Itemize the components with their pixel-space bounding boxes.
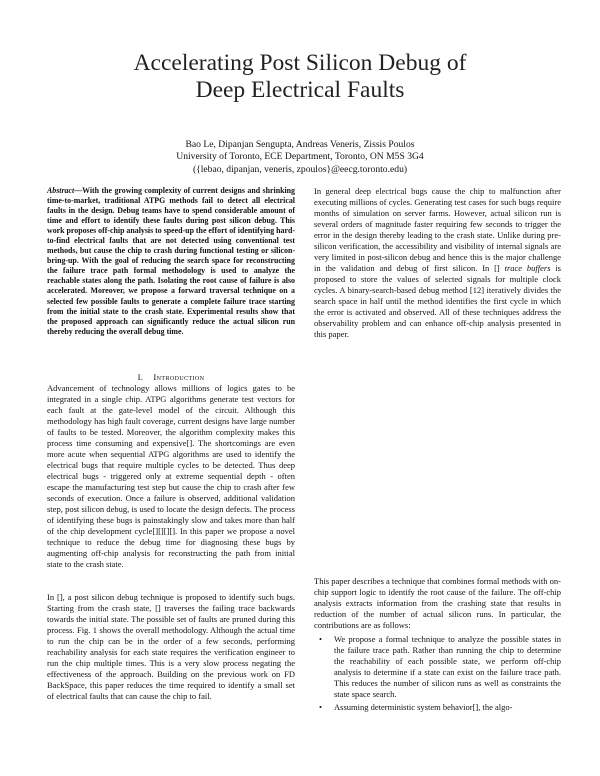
list-item bbox=[314, 702, 561, 713]
bullet-icon: • bbox=[319, 634, 322, 644]
intro-paragraph-2: In [], a post silicon debug technique is proposed to identify such bugs. Starting from the crash state, [] traverses the failing trace backwards towards the initial state. The possible set of faults are pruned during this process. Fig. 1 shows the overall methodology. Although the actual time to run the chip can be in the order of a few seconds, performing reachability analysis for each state requires the verification engineer to run the chip multiple times. This is a very slow process negating the effectiveness of the approach. Building on the previous work on FD BackSpace, this paper reduces the time required to identify a small set of electrical faults that can cause the chip to fail. bbox=[47, 592, 295, 701]
right-paragraph-2: This paper describes a technique that combines formal methods with on-chip support logic to identify the root cause of the failure. The off-chip analysis extracts information from the crashing state that results in reduction of the number of actual silicon runs. In particular, the contributions are as follows: bbox=[314, 576, 561, 630]
abstract bbox=[47, 186, 295, 337]
list-item bbox=[314, 634, 561, 700]
author-emails: ({lebao, dipanjan, veneris, zpoulos}@eecg.toronto.edu) bbox=[192, 163, 408, 175]
paper-title bbox=[60, 50, 540, 104]
title-line-1: Accelerating Post Silicon Debug of bbox=[133, 50, 467, 76]
abstract-label: Abstract bbox=[47, 186, 75, 195]
right-paragraph-1-end: is proposed to store the values of selected signals for multiple clock cycles. A binary-search-based debug method [12] iteratively divides the search space in half until the method identifies the first cycle in which the error is activated and observed. All of these techniques address the observability problem and can enhance off-chip analysis presented in this paper. bbox=[314, 263, 561, 339]
section-heading-introduction bbox=[47, 372, 295, 382]
right-paragraph-1 bbox=[314, 186, 561, 340]
abstract-text: —With the growing complexity of current designs and shrinking time-to-market, traditional ATPG methods fail to detect all electrical faults in the design. Debug teams have to spend considerable amount of time and effort to identify these faults during post silicon debug. This work proposes off-chip analysis to speed-up the effort of identifying hard-to-find electrical faults that are not detected using conventional test methods, but cause the chip to crash during functional testing or silicon-bring-up. With the goal of reducing the search space for reconstructing the failure trace path formal methodology is used to analyze the reachable states along the path. Isolating the root cause of failure is also accelerated. Moreover, we propose a forward traversal technique on a selected few possible faults to generate a complete failure trace starting from the initial state to the crash state. Experimental results show that the proposed approach can significantly reduce the actual silicon run thereby reducing the overall debug time. bbox=[47, 186, 295, 336]
contributions-list bbox=[314, 634, 561, 715]
author-affiliation: University of Toronto, ECE Department, Toronto, ON M5S 3G4 bbox=[176, 151, 424, 163]
right-paragraph-1-start: In general deep electrical bugs cause the chip to malfunction after executing millions of cycles. Generating test cases for such bugs require months of simulation on server farms. However, actual silicon run is several orders of magnitude faster requiring few seconds to trigger the error in the design thereby leading to the crash state. Unlike during pre-silicon verification, the accessibility and visibility of internal signals are very limited in post-silicon debug and hence this is the major challenge in the validation and debug of first silicon. In [] bbox=[314, 186, 561, 273]
section-title: Introduction bbox=[153, 372, 205, 382]
intro-paragraph-1: Advancement of technology allows millions of logics gates to be integrated in a single chip. ATPG algorithms generate test vectors for each fault at the gate-level model of the circuit. Although this methodology has high fault coverage, current designs have large number of faults to be tested. Moreover, the algorithm complexity makes this process time consuming and expensive[]. The shortcomings are even more acute when sequential ATPG algorithms are used to identify the electrical bugs that require multiple cycles to be detected. Thus deep electrical bugs - triggered only at extreme sequential depth - often escape the manufacturing test step but cause the chip to crash after few seconds of execution. Once a failure is observed, additional validation step, post silicon debug, is used to locate the design defects. The process of identifying these bugs is painstakingly slow and takes more than half of the chip development cycle[][][][]. In this paper we propose a novel technique to reduce the debug time for diagnosing these bugs by augmenting off-chip analysis for reconstructing the path from initial state to the crash state. bbox=[47, 383, 295, 569]
list-item-text: We propose a formal technique to analyze the possible states in the failure trace path. Rather than running the chip to determine the reachability of each possible state, we perform off-chip analysis to determine if a state can exist on the failure trace path. This reduces the number of silicon runs as well as constraints the state space search. bbox=[334, 634, 561, 699]
section-number: I. bbox=[137, 372, 144, 382]
author-block bbox=[90, 139, 510, 176]
list-item-text: Assuming deterministic system behavior[], the algo- bbox=[334, 702, 513, 712]
trace-buffers-term: trace buffers bbox=[504, 263, 551, 273]
bullet-icon: • bbox=[319, 702, 322, 712]
title-line-2: Deep Electrical Faults bbox=[195, 77, 405, 103]
author-names: Bao Le, Dipanjan Sengupta, Andreas Veneris, Zissis Poulos bbox=[185, 139, 415, 150]
